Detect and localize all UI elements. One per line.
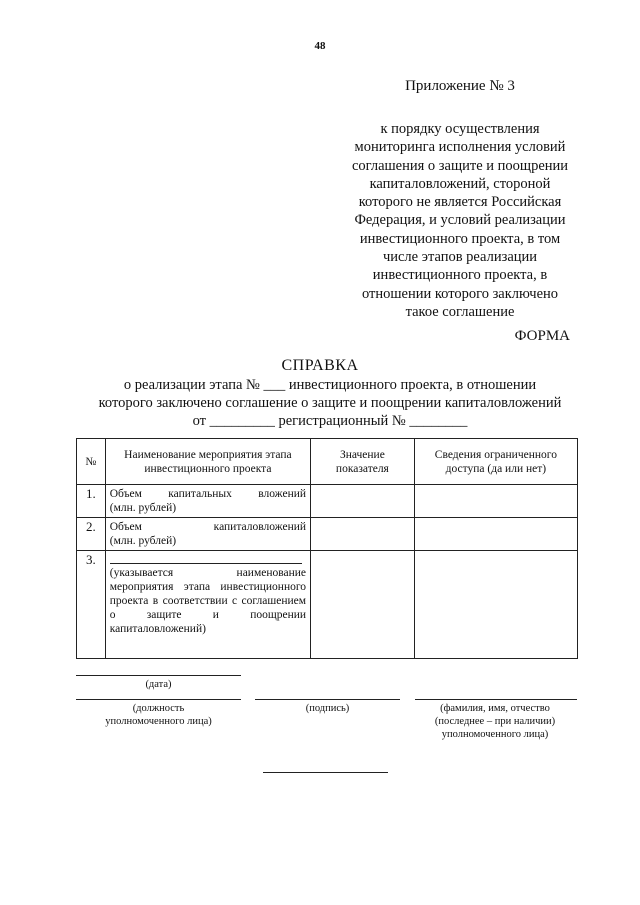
table-row xyxy=(77,518,578,551)
date-line[interactable] xyxy=(76,675,241,676)
fio-label-line: (фамилия, имя, отчество xyxy=(440,703,550,714)
table-header-row xyxy=(77,439,578,485)
fio-label xyxy=(405,702,585,741)
row-info-cell[interactable] xyxy=(414,551,577,659)
header-num: № xyxy=(77,439,106,485)
document-subtitle xyxy=(70,376,590,430)
subtitle-line: о реализации этапа № ___ инвестиционного проекта, в отношении xyxy=(123,377,537,393)
appendix-line: которого не является Российская xyxy=(358,194,562,211)
appendix-line: инвестиционного проекта, в xyxy=(372,267,548,284)
row-value-cell[interactable] xyxy=(311,551,415,659)
header-name: Наименование мероприятия этапа инвестиционного проекта xyxy=(105,439,310,485)
fio-label-line: уполномоченного лица) xyxy=(441,729,549,740)
appendix-text xyxy=(330,120,590,321)
appendix-line: капиталовложений, стороной xyxy=(369,175,551,192)
row-num: 1. xyxy=(77,485,106,518)
fio-label-line: (последнее – при наличии) xyxy=(434,716,556,727)
row-name-cell xyxy=(105,551,310,659)
row-name-line: Объем капиталовложений xyxy=(109,521,307,533)
header-info: Сведения ограниченного доступа (да или нет) xyxy=(414,439,577,485)
signature-line[interactable] xyxy=(255,699,400,700)
appendix-line: отношении которого заключено xyxy=(361,285,559,302)
row-name-text: (указывается наименование мероприятия этапа инвестиционного проекта в соответствии с соглашением о защите и поощрении капиталовложений) xyxy=(109,567,307,635)
row-name-line: (млн. рублей) xyxy=(109,535,177,547)
table-row xyxy=(77,551,578,659)
position-label-line: уполномоченного лица) xyxy=(105,716,212,727)
row-name-line: Объем капитальных вложений xyxy=(109,488,307,500)
appendix-title: Приложение № 3 xyxy=(405,78,515,94)
appendix-line: такое соглашение xyxy=(405,303,515,320)
row-name-line: (млн. рублей) xyxy=(109,502,177,514)
row-value-cell[interactable] xyxy=(311,518,415,551)
blank-name-line[interactable] xyxy=(110,553,302,564)
row-info-cell[interactable] xyxy=(414,518,577,551)
appendix-line: соглашения о защите и поощрении xyxy=(351,157,569,174)
row-num: 2. xyxy=(77,518,106,551)
appendix-line: к порядку осуществления xyxy=(380,121,540,137)
row-info-cell[interactable] xyxy=(414,485,577,518)
position-line[interactable] xyxy=(76,699,241,700)
row-name-cell xyxy=(105,485,310,518)
appendix-line: числе этапов реализации xyxy=(382,249,538,266)
table-row xyxy=(77,485,578,518)
page-number: 48 xyxy=(314,40,326,52)
closing-rule xyxy=(263,772,388,773)
fio-line[interactable] xyxy=(415,699,577,700)
report-table xyxy=(76,438,578,659)
appendix-line: Федерация, и условий реализации xyxy=(354,212,566,229)
row-num: 3. xyxy=(77,551,106,659)
position-label xyxy=(76,702,241,728)
document-title: СПРАВКА xyxy=(281,357,359,374)
header-value: Значение показателя xyxy=(311,439,415,485)
subtitle-line: которого заключено соглашение о защите и поощрении капиталовложений xyxy=(98,395,562,411)
form-label: ФОРМА xyxy=(514,328,570,344)
position-label-line: (должность xyxy=(132,703,185,714)
row-value-cell[interactable] xyxy=(311,485,415,518)
row-name-cell xyxy=(105,518,310,551)
signature-label: (подпись) xyxy=(305,703,350,714)
date-label: (дата) xyxy=(145,679,172,690)
appendix-line: инвестиционного проекта, в том xyxy=(359,230,561,247)
appendix-line: мониторинга исполнения условий xyxy=(354,139,566,156)
subtitle-line: от _________ регистрационный № ________ xyxy=(192,413,468,429)
